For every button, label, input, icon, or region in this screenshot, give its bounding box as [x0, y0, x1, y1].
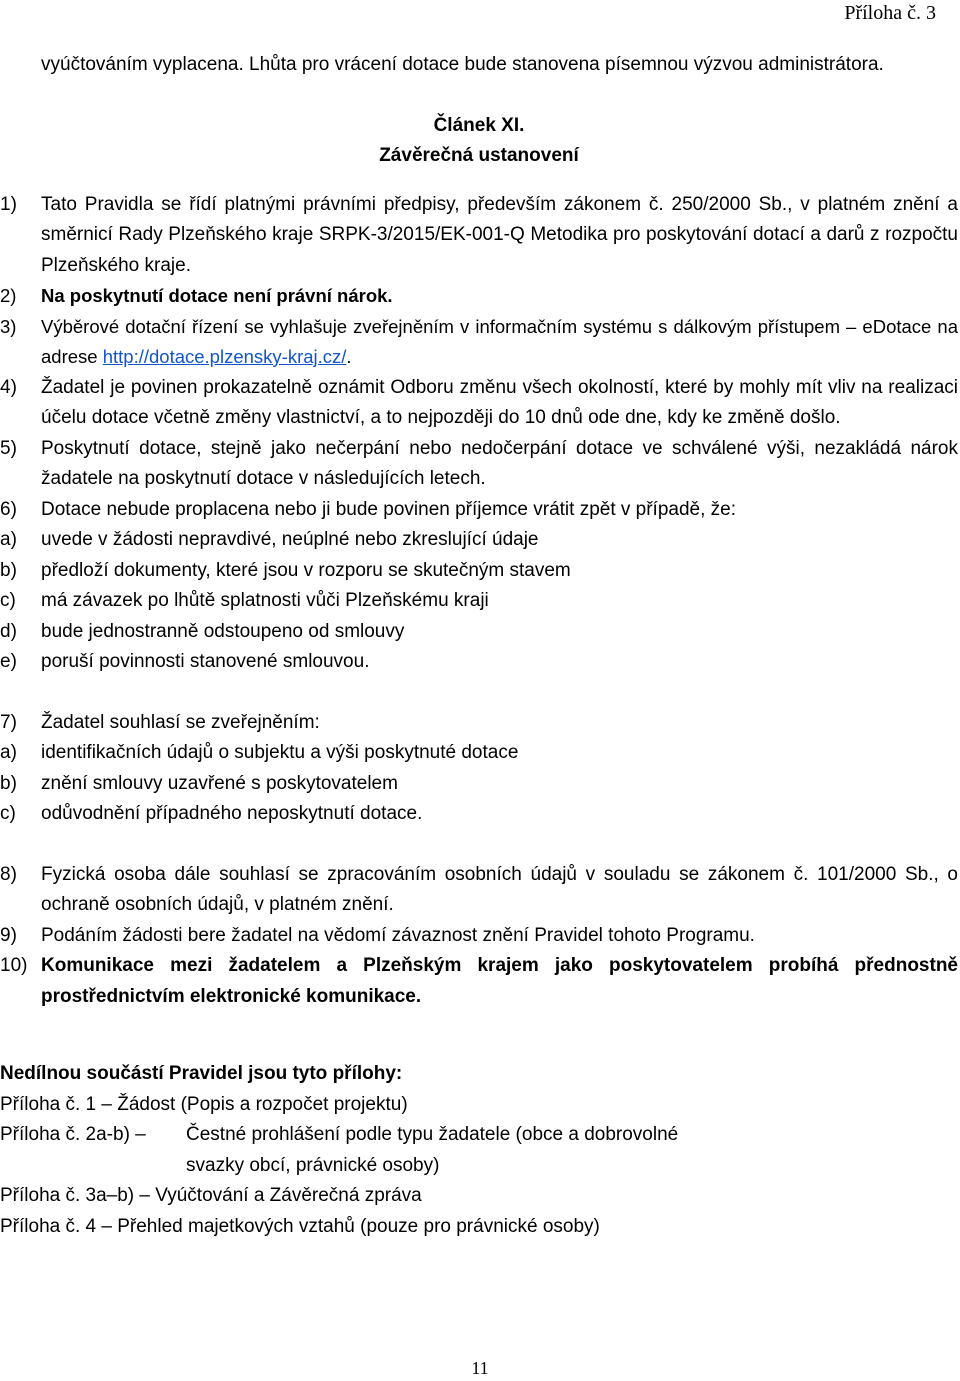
list-item: [0, 647, 958, 678]
attachment-item: Příloha č. 1 – Žádost (Popis a rozpočet projektu): [0, 1093, 408, 1115]
item-text: Tato Pravidla se řídí platnými právními předpisy, především zákonem č. 250/2000 Sb., v platném znění a směrnicí Rady Plzeňského kraje SRPK-3/2015/EK-001-Q Metodika pro poskytování dotací a darů z rozpočtu Plzeňského kraje.: [41, 193, 958, 276]
item-text: znění smlouvy uzavřené s poskytovatelem: [41, 772, 398, 794]
item-text: odůvodnění případného neposkytnutí dotace.: [41, 803, 423, 824]
item-number: 6): [0, 498, 17, 520]
list-item: [0, 951, 958, 1012]
list-item: [0, 373, 958, 434]
list-item: [0, 586, 958, 617]
item-number: 5): [0, 437, 17, 459]
item-letter: c): [0, 590, 16, 611]
item-text-body: Výběrové dotační řízení se vyhlašuje zveřejněním v informačním systému s dálkovým přístupem – eDotace na adrese: [41, 315, 958, 367]
list-item: [0, 281, 958, 312]
item-letter: a): [0, 742, 17, 763]
item-letter: a): [0, 529, 17, 550]
intro-paragraph: vyúčtováním vyplacena. Lhůta pro vrácení dotace bude stanovena písemnou výzvou administrátora.: [41, 54, 884, 75]
attachments-heading: Nedílnou součástí Pravidel jsou tyto přílohy:: [0, 1063, 403, 1084]
article-title: Závěrečná ustanovení: [379, 145, 579, 166]
item-text: Fyzická osoba dále souhlasí se zpracováním osobních údajů v souladu se zákonem č. 101/2000 Sb., o ochraně osobních údajů, v platném znění.: [41, 863, 958, 915]
item-number: 2): [0, 285, 17, 306]
attachment-item: Příloha č. 4 – Přehled majetkových vztahů (pouze pro právnické osoby): [0, 1215, 600, 1237]
list-item: [0, 708, 958, 739]
list-item: [0, 769, 958, 800]
item-letter: b): [0, 772, 17, 794]
item-number: 8): [0, 863, 17, 885]
item-text: Poskytnutí dotace, stejně jako nečerpání nebo nedočerpání dotace ve schválené výši, nezakládá nárok žadatele na poskytnutí dotace v následujících letech.: [41, 437, 958, 489]
list-item: [0, 434, 958, 495]
list-item: [0, 190, 958, 282]
item-text-end: .: [346, 346, 352, 367]
list-item: [0, 799, 958, 830]
item-letter: c): [0, 803, 16, 824]
item-text: Žadatel je povinen prokazatelně oznámit Odboru změnu všech okolností, které by mohly mít vliv na realizaci účelu dotace včetně změny vlastnictví, a to nejpozději do 10 dnů ode dne, kdy ke změně došlo.: [41, 376, 958, 428]
item-number: 3): [0, 315, 17, 337]
attachment-label: Příloha č. 2a-b) –: [0, 1124, 146, 1145]
item-number: 7): [0, 711, 17, 733]
item-text: Komunikace mezi žadatelem a Plzeňským krajem jako poskytovatelem probíhá přednostně prostřednictvím elektronické komunikace.: [41, 955, 958, 1007]
item-text: [41, 312, 958, 373]
item-text: má závazek po lhůtě splatnosti vůči Plzeňskému kraji: [41, 590, 489, 611]
item-number: 10): [0, 955, 28, 976]
item-text: poruší povinnosti stanovené smlouvou.: [41, 651, 370, 672]
article-number: Článek XI.: [433, 114, 525, 136]
page-label: Příloha č. 3: [844, 2, 936, 24]
list-item: [0, 495, 958, 526]
item-text: předloží dokumenty, které jsou v rozporu se skutečným stavem: [41, 559, 571, 581]
list-item: [0, 921, 958, 952]
item-number: 1): [0, 193, 17, 215]
attachment-text: Čestné prohlášení podle typu žadatele (obce a dobrovolné: [186, 1124, 679, 1145]
item-number: 9): [0, 924, 17, 946]
edotace-link[interactable]: http://dotace.plzensky-kraj.cz/: [102, 346, 347, 367]
list-item: [0, 860, 958, 921]
item-letter: b): [0, 559, 17, 581]
item-text: Podáním žádosti bere žadatel na vědomí závaznost znění Pravidel tohoto Programu.: [41, 924, 755, 946]
document-body: [0, 50, 958, 1242]
item-text: Na poskytnutí dotace není právní nárok.: [41, 285, 393, 306]
list-item: [0, 617, 958, 648]
list-item: [0, 525, 958, 556]
item-text: identifikačních údajů o subjektu a výši poskytnuté dotace: [41, 742, 519, 763]
list-item: [0, 738, 958, 769]
item-letter: e): [0, 651, 17, 672]
item-letter: d): [0, 620, 17, 642]
item-text: bude jednostranně odstoupeno od smlouvy: [41, 620, 405, 642]
item-text: Dotace nebude proplacena nebo ji bude povinen příjemce vrátit zpět v případě, že:: [41, 498, 737, 520]
item-text: Žadatel souhlasí se zveřejněním:: [41, 711, 320, 733]
item-number: 4): [0, 376, 17, 398]
item-text: uvede v žádosti nepravdivé, neúplné nebo zkreslující údaje: [41, 529, 539, 550]
attachment-text-continued: svazky obcí, právnické osoby): [186, 1154, 440, 1176]
list-item: [0, 556, 958, 587]
page-number: 11: [471, 1358, 489, 1378]
attachment-item: [0, 1120, 958, 1151]
attachment-item: Příloha č. 3a–b) – Vyúčtování a Závěrečná zpráva: [0, 1185, 422, 1206]
list-item: [0, 312, 958, 373]
